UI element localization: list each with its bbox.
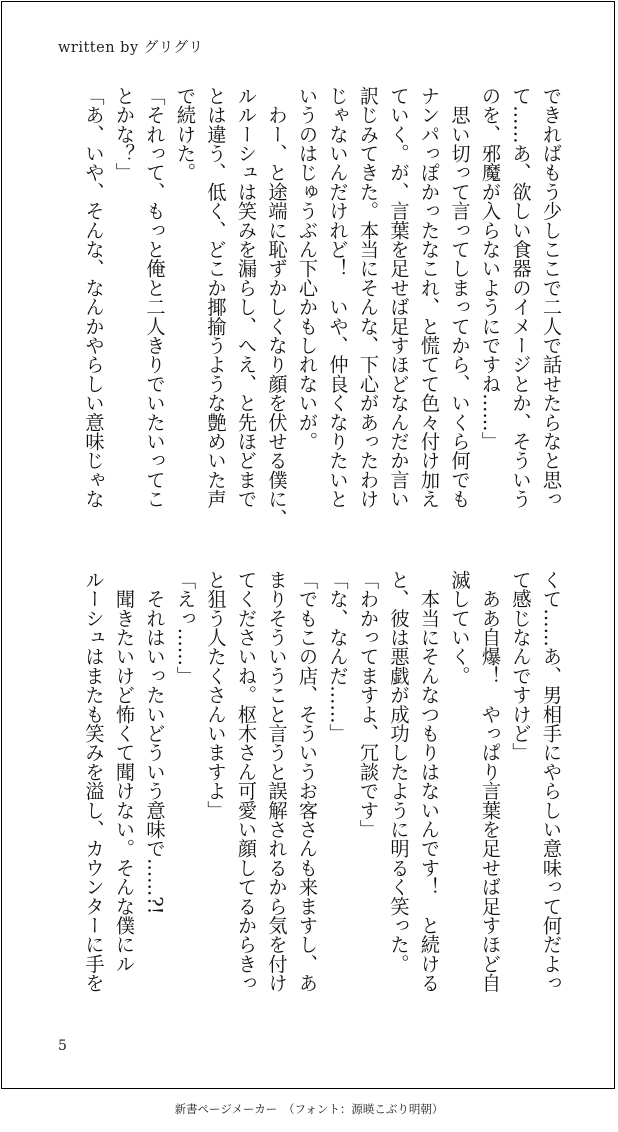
text-line: とは違う、低く、どこか揶揄うような艶めいた声	[204, 86, 228, 509]
text-line: 「えっ……」	[174, 570, 197, 686]
text-line: 「わかってますよ、冗談です」	[357, 570, 380, 839]
text-line: 滅していく。	[448, 570, 472, 686]
text-line: ルルーシュは笑みを漏らし、へえ、と先ほどまで	[235, 86, 258, 509]
text-block-bottom	[78, 570, 566, 1010]
text-line: と、彼は悪戯が成功したように明るく笑った。	[387, 570, 411, 974]
text-line: わー、と途端に恥ずかしくなり顔を伏せる僕に、	[265, 86, 289, 528]
page-frame	[1, 1, 615, 1089]
text-line: 本当にそんなつもりはないんです！ と続ける	[418, 570, 441, 993]
text-line: て感じなんですけど」	[509, 570, 533, 762]
text-line: 「でもこの店、そういうお客さんも来ますし、あ	[296, 570, 319, 993]
text-line: 訳じみてきた。本当にそんな、下心があったわけ	[357, 86, 380, 509]
text-line: で続けた。	[174, 86, 197, 182]
text-line: 「それって、もっと俺と二人きりでいたいってこ	[143, 86, 167, 509]
text-line: と狙う人たくさんいますよ」	[204, 570, 228, 820]
text-line: ルーシュはまたも笑みを溢し、カウンターに手を	[82, 570, 106, 993]
text-line: ていく。が、言葉を足せば足すほどなんだか言い	[387, 86, 411, 509]
footer-credit: 新書ページメーカー （フォント：源暎こぶり明朝）	[174, 1102, 444, 1116]
text-line: 思い切って言ってしまってから、いくら何でも	[448, 86, 472, 509]
text-line: 「な、なんだ……」	[326, 570, 350, 743]
text-line: くて……あ、男相手にやらしい意味って何だよっ	[540, 570, 563, 993]
text-line: て……あ、欲しい食器のイメージとか、そういう	[509, 86, 533, 509]
text-line: ナンパっぽかったなこれ、と慌てて色々付け加え	[418, 86, 441, 509]
text-line: のを、邪魔が入らないようにですね……」	[479, 86, 502, 451]
text-line: ああ自爆！ やっぱり言葉を足せば足すほど自	[479, 570, 502, 993]
text-line: 聞きたいけど怖くて聞けない。そんな僕にル	[113, 570, 136, 974]
text-line: てくださいね。枢木さん可愛い顔してるからきっ	[235, 570, 258, 993]
text-line: できればもう少しここで二人で話せたらなと思っ	[540, 86, 563, 509]
text-line: 「あ、いや、そんな、なんかやらしい意味じゃな	[82, 86, 106, 509]
byline: written by グリグリ	[58, 40, 204, 56]
page-number: 5	[58, 1038, 67, 1054]
text-line: いうのはじゅうぶん下心かもしれないが。	[296, 86, 319, 451]
text-line: じゃないんだけれど！ いや、仲良くなりたいと	[326, 86, 350, 509]
text-block-top	[78, 86, 566, 526]
text-line: まりそういうこと言うと誤解されるから気を付け	[265, 570, 289, 993]
text-line: とかな？」	[113, 86, 136, 182]
text-line: それはいったいどういう意味で……?!	[143, 570, 167, 915]
